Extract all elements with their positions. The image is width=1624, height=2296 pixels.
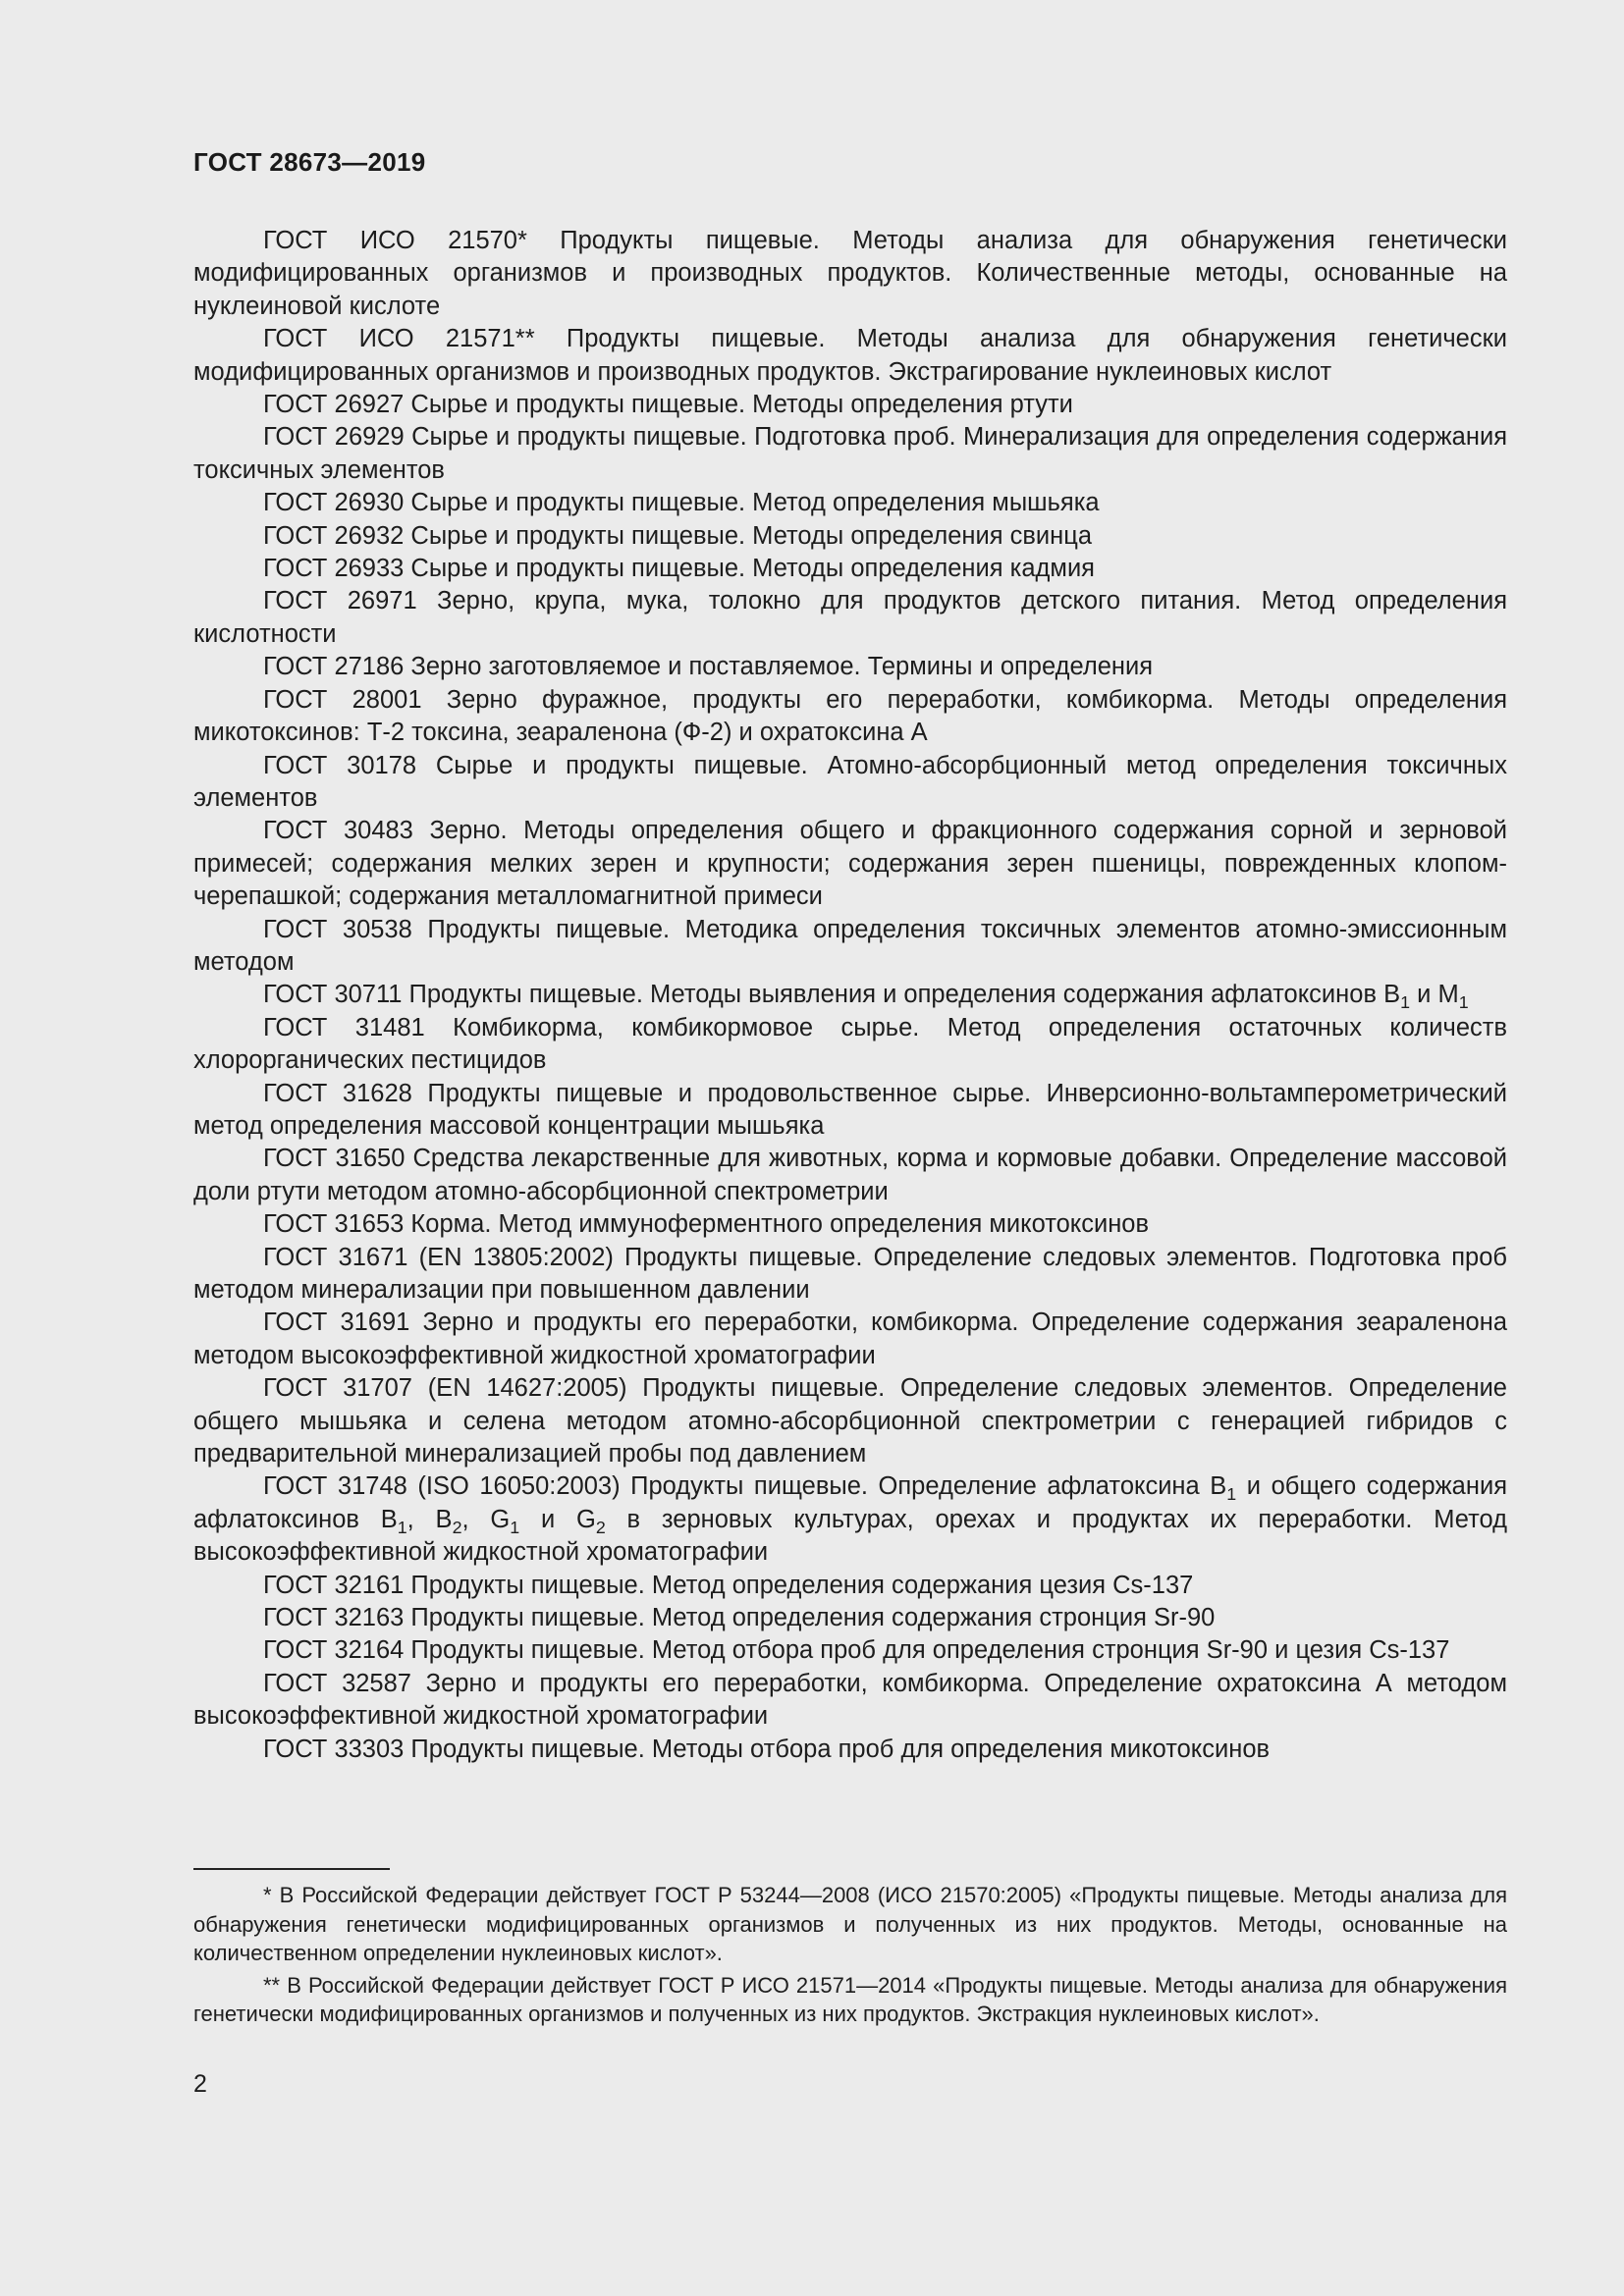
reference-entry xyxy=(193,1078,1507,1144)
reference-entry xyxy=(193,520,1507,553)
reference-entry xyxy=(193,1470,1507,1569)
reference-text: ГОСТ ИСО 21570* Продукты пищевые. Методы анализа для обнаружения генетически модифицированных организмов и производных продуктов. Количественные методы, основанные на нуклеиновой кислоте xyxy=(193,227,1507,320)
reference-entry xyxy=(193,323,1507,389)
reference-entry xyxy=(193,553,1507,585)
page-number: 2 xyxy=(193,2070,207,2098)
reference-text: ГОСТ 26932 Сырье и продукты пищевые. Методы определения свинца xyxy=(263,521,1093,550)
reference-text: ГОСТ 26930 Сырье и продукты пищевые. Метод определения мышьяка xyxy=(263,489,1100,517)
reference-text: ГОСТ 30711 Продукты пищевые. Методы выявления и определения содержания афлатоксинов В xyxy=(263,981,1401,1009)
page-header-standard-id: ГОСТ 28673—2019 xyxy=(193,147,426,177)
reference-entry xyxy=(193,1012,1507,1078)
reference-entry xyxy=(193,487,1507,519)
reference-text: ГОСТ 32163 Продукты пищевые. Метод определения содержания стронция Sr-90 xyxy=(263,1604,1216,1632)
reference-entry xyxy=(193,684,1507,750)
reference-entry xyxy=(193,1570,1507,1602)
reference-entry xyxy=(193,1143,1507,1208)
reference-text: ГОСТ 26927 Сырье и продукты пищевые. Методы определения ртути xyxy=(263,391,1073,419)
reference-entry xyxy=(193,421,1507,487)
reference-entry xyxy=(193,1634,1507,1667)
footnote-entry: * В Российской Федерации действует ГОСТ Р 53244—2008 (ИСО 21570:2005) «Продукты пищевые. Методы анализа для обнаружения генетически модифицированных организмов и полученных из них продуктов. Методы, основанные на количественном определении нуклеиновых кислот». xyxy=(193,1883,1507,1965)
reference-entry xyxy=(193,1372,1507,1470)
footnotes xyxy=(193,1881,1507,2032)
reference-text: , G xyxy=(461,1505,511,1533)
reference-entry xyxy=(193,815,1507,913)
reference-text: ГОСТ 28001 Зерно фуражное, продукты его переработки, комбикорма. Методы определения микотоксинов: Т-2 токсина, зеараленона (Ф-2) и охратоксина А xyxy=(193,685,1507,747)
normative-references-list xyxy=(193,225,1507,1766)
subscript-index: 1 xyxy=(1400,992,1411,1013)
reference-text: ГОСТ 30538 Продукты пищевые. Методика определения токсичных элементов атомно-эмиссионным методом xyxy=(193,915,1507,976)
reference-entry xyxy=(193,389,1507,421)
reference-text: ГОСТ 30483 Зерно. Методы определения общего и фракционного содержания сорной и зерновой примесей; содержания мелких зерен и крупности; содержания зерен пшеницы, поврежденных клопом-черепашкой; содержания металломагнитной примеси xyxy=(193,817,1507,911)
reference-text: и общего содержания афлатоксинов В xyxy=(193,1472,1508,1533)
reference-entry xyxy=(193,1734,1507,1766)
reference-text: ГОСТ 27186 Зерно заготовляемое и поставляемое. Термины и определения xyxy=(263,653,1154,681)
reference-text: ГОСТ 26929 Сырье и продукты пищевые. Подготовка проб. Минерализация для определения содержания токсичных элементов xyxy=(193,423,1507,484)
reference-entry xyxy=(193,1602,1507,1634)
footnote-separator xyxy=(193,1868,390,1870)
reference-text: ГОСТ 32587 Зерно и продукты его переработки, комбикорма. Определение охратоксина А методом высокоэффективной жидкостной хроматографии xyxy=(193,1669,1507,1731)
reference-text: ГОСТ 31671 (EN 13805:2002) Продукты пищевые. Определение следовых элементов. Подготовка проб методом минерализации при повышенном давлении xyxy=(193,1243,1507,1304)
reference-text: ГОСТ 26933 Сырье и продукты пищевые. Методы определения кадмия xyxy=(263,555,1095,583)
reference-text: ГОСТ 31628 Продукты пищевые и продовольственное сырье. Инверсионно-вольтамперометрический метод определения массовой концентрации мышьяка xyxy=(193,1079,1507,1140)
reference-text: и М xyxy=(1410,981,1459,1009)
reference-text: ГОСТ 31748 (ISO 16050:2003) Продукты пищевые. Определение афлатоксина В xyxy=(263,1472,1227,1501)
reference-text: ГОСТ 31707 (EN 14627:2005) Продукты пищевые. Определение следовых элементов. Определение общего мышьяка и селена методом атомно-абсорбционной спектрометрии с генерацией гибридов с предварительной минерализацией пробы под давлением xyxy=(193,1374,1507,1468)
subscript-index: 1 xyxy=(1226,1484,1237,1505)
subscript-index: 1 xyxy=(510,1517,520,1537)
reference-entry xyxy=(193,225,1507,323)
reference-text: ГОСТ 31650 Средства лекарственные для животных, корма и кормовые добавки. Определение массовой доли ртути методом атомно-абсорбционной спектрометрии xyxy=(193,1145,1507,1205)
reference-entry xyxy=(193,750,1507,816)
reference-text: ГОСТ 31481 Комбикорма, комбикормовое сырье. Метод определения остаточных количеств хлорорганических пестицидов xyxy=(193,1013,1507,1075)
reference-text: ГОСТ ИСО 21571** Продукты пищевые. Методы анализа для обнаружения генетически модифицированных организмов и производных продуктов. Экстрагирование нуклеиновых кислот xyxy=(193,325,1507,386)
reference-text: ГОСТ 31653 Корма. Метод иммуноферментного определения микотоксинов xyxy=(263,1210,1150,1239)
reference-entry xyxy=(193,979,1507,1011)
reference-text: ГОСТ 32161 Продукты пищевые. Метод определения содержания цезия Cs-137 xyxy=(263,1571,1194,1599)
reference-text: ГОСТ 31691 Зерно и продукты его переработки, комбикорма. Определение содержания зеараленона методом высокоэффективной жидкостной хроматографии xyxy=(193,1308,1507,1369)
reference-entry xyxy=(193,1668,1507,1734)
reference-entry xyxy=(193,651,1507,683)
subscript-index: 2 xyxy=(452,1517,462,1537)
footnote-entry: ** В Российской Федерации действует ГОСТ Р ИСО 21571—2014 «Продукты пищевые. Методы анализа для обнаружения генетически модифицированных организмов и полученных из них продуктов. Экстракция нуклеиновых кислот». xyxy=(193,1972,1507,2026)
reference-text: ГОСТ 26971 Зерно, крупа, мука, толокно для продуктов детского питания. Метод определения кислотности xyxy=(193,587,1507,648)
reference-text: и G xyxy=(519,1505,596,1533)
reference-entry xyxy=(193,1208,1507,1241)
subscript-index: 2 xyxy=(595,1517,606,1537)
subscript-index: 1 xyxy=(397,1517,407,1537)
reference-text: в зерновых культурах, орехах и продуктах их переработки. Метод высокоэффективной жидкостной хроматографии xyxy=(193,1505,1507,1567)
reference-entry xyxy=(193,585,1507,651)
reference-text: , В xyxy=(406,1505,453,1533)
reference-text: ГОСТ 32164 Продукты пищевые. Метод отбора проб для определения стронция Sr-90 и цезия Cs-137 xyxy=(263,1636,1450,1665)
reference-entry xyxy=(193,914,1507,980)
reference-text: ГОСТ 33303 Продукты пищевые. Методы отбора проб для определения микотоксинов xyxy=(263,1735,1271,1763)
reference-entry xyxy=(193,1242,1507,1308)
reference-entry xyxy=(193,1307,1507,1372)
subscript-index: 1 xyxy=(1458,992,1469,1013)
reference-text: ГОСТ 30178 Сырье и продукты пищевые. Атомно-абсорбционный метод определения токсичных элементов xyxy=(193,751,1507,812)
